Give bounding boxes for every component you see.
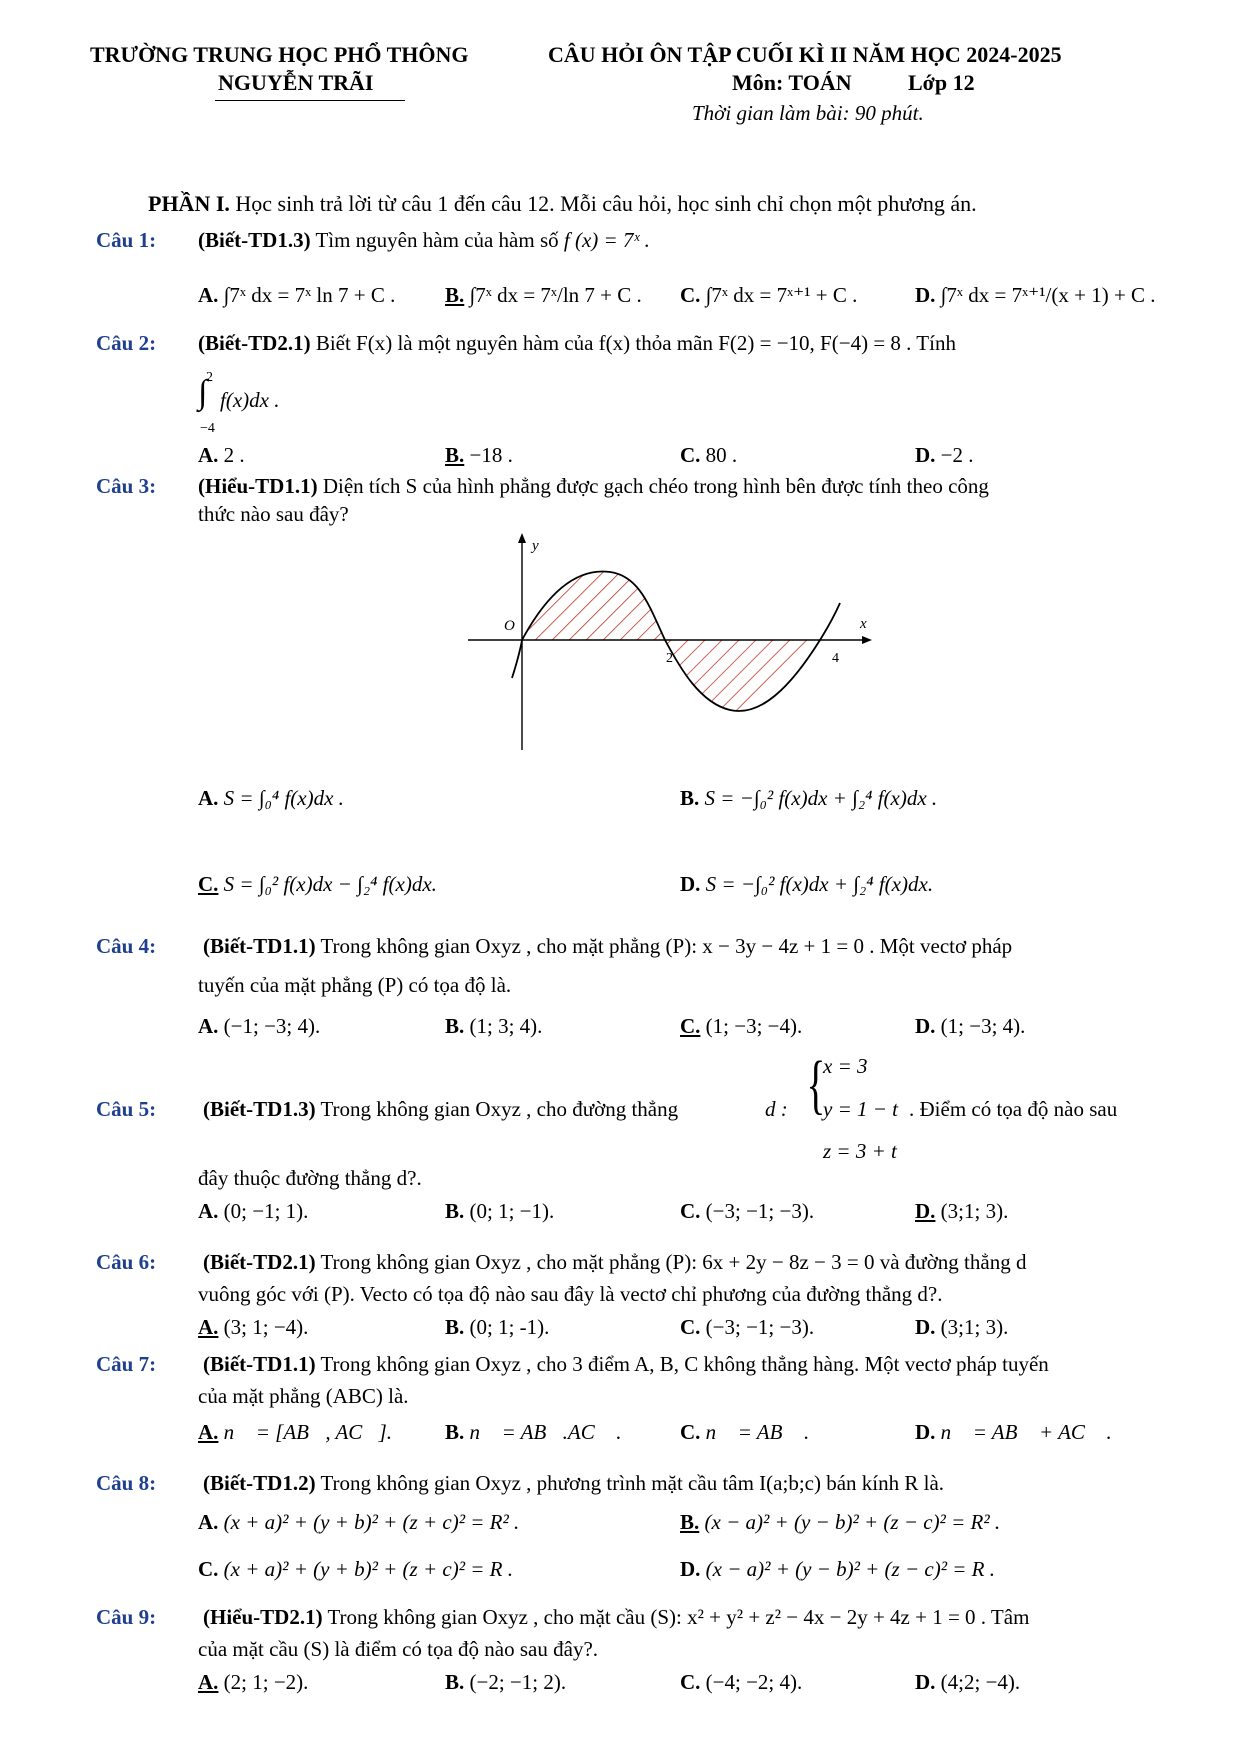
question-number: Câu 7: — [96, 1352, 157, 1376]
option-d[interactable]: D. (1; −3; 4). — [915, 1014, 1026, 1038]
question-stem — [203, 934, 1012, 959]
question-number: Câu 1: — [96, 228, 157, 252]
option-c[interactable]: C. (x + a)² + (y + b)² + (z + c)² = R . — [198, 1557, 514, 1581]
question-number: Câu 8: — [96, 1471, 157, 1495]
shaded-area-graph — [460, 528, 880, 756]
question-number: Câu 2: — [96, 331, 157, 355]
question-stem — [203, 1250, 1026, 1275]
question-stem — [203, 1471, 944, 1496]
option-d[interactable]: D. −2 . — [915, 443, 974, 467]
question-stem — [203, 1352, 1049, 1377]
option-b[interactable]: B. −18 . — [445, 443, 513, 467]
question-text: Trong không gian Oxyz , cho 3 điểm A, B, C không thẳng hàng. Một vectơ pháp tuyến — [320, 1352, 1049, 1376]
duration: Thời gian làm bài: 90 phút. — [692, 101, 924, 125]
x-axis-label: x — [860, 616, 867, 632]
option-a[interactable]: A. (0; −1; 1). — [198, 1199, 309, 1223]
option-b[interactable]: B. ∫7ˣ dx = 7ˣ/ln 7 + C . — [445, 283, 642, 307]
option-a[interactable]: A. (2; 1; −2). — [198, 1670, 309, 1694]
question-stem — [198, 331, 956, 356]
option-b[interactable]: B. (−2; −1; 2). — [445, 1670, 567, 1694]
hatched-region-2-4 — [665, 640, 820, 711]
question-text-cont: của mặt cầu (S) là điểm có tọa độ nào sau đây?. — [198, 1637, 599, 1661]
integral-body: f(x)dx . — [220, 388, 280, 412]
question-stem — [198, 474, 989, 499]
school-name-line1: TRƯỜNG TRUNG HỌC PHỔ THÔNG — [90, 42, 469, 67]
question-number: Câu 5: — [96, 1097, 157, 1121]
option-a[interactable]: A. 2 . — [198, 443, 245, 467]
option-c[interactable]: C. S = ∫₀² f(x)dx − ∫₂⁴ f(x)dx. — [198, 872, 437, 896]
option-c[interactable]: C. 80 . — [680, 443, 738, 467]
line-name: d : — [765, 1097, 788, 1121]
question-tag: (Hiểu-TD2.1) — [203, 1605, 323, 1629]
option-b[interactable]: B. (1; 3; 4). — [445, 1014, 543, 1038]
question-tag: (Biết-TD1.1) — [203, 1352, 316, 1376]
x-axis-arrow — [862, 636, 872, 644]
question-text-cont: tuyến của mặt phẳng (P) có tọa độ là. — [198, 973, 512, 997]
question-tag: (Biết-TD1.3) — [203, 1097, 316, 1121]
question-text-cont: thức nào sau đây? — [198, 502, 349, 526]
tick-label-4: 4 — [832, 651, 839, 666]
y-axis-label: y — [532, 538, 539, 554]
y-axis-arrow — [518, 533, 526, 543]
option-d[interactable]: D. (x − a)² + (y − b)² + (z − c)² = R . — [680, 1557, 996, 1581]
option-b[interactable]: B. (0; 1; −1). — [445, 1199, 555, 1223]
origin-label: O — [504, 618, 515, 634]
option-a[interactable]: A. (x + a)² + (y + b)² + (z + c)² = R² . — [198, 1510, 520, 1534]
system-eq-1: x = 3 — [823, 1054, 868, 1078]
question-tag: (Biết-TD1.2) — [203, 1471, 316, 1495]
header-underline — [215, 100, 405, 101]
system-brace: { — [806, 1048, 826, 1121]
question-tag: (Biết-TD1.1) — [203, 934, 316, 958]
option-d[interactable]: D. ∫7ˣ dx = 7ˣ⁺¹/(x + 1) + C . — [915, 283, 1156, 307]
option-d[interactable]: D. (3;1; 3). — [915, 1199, 1009, 1223]
question-tag: (Hiểu-TD1.1) — [198, 474, 318, 498]
system-eq-3: z = 3 + t — [823, 1139, 897, 1163]
school-name-line2: NGUYỄN TRÃI — [218, 70, 374, 95]
question-text: Trong không gian Oxyz , cho đường thẳng — [320, 1097, 679, 1121]
option-c[interactable]: C. n⃗ = AB⃗ . — [680, 1420, 810, 1444]
question-number: Câu 9: — [96, 1605, 157, 1629]
option-a[interactable]: A. (−1; −3; 4). — [198, 1014, 321, 1038]
option-d[interactable]: D. n⃗ = AB⃗ + AC⃗ . — [915, 1420, 1112, 1444]
question-tag: (Biết-TD1.3) — [198, 228, 311, 252]
subject: Môn: TOÁN — [732, 70, 852, 95]
question-text: Diện tích S của hình phẳng được gạch chéo trong hình bên được tính theo công — [322, 474, 989, 498]
option-b[interactable]: B. (x − a)² + (y − b)² + (z − c)² = R² . — [680, 1510, 1001, 1534]
option-c[interactable]: C. ∫7ˣ dx = 7ˣ⁺¹ + C . — [680, 283, 858, 307]
option-b[interactable]: B. n⃗ = AB⃗.AC⃗ . — [445, 1420, 622, 1444]
option-c[interactable]: C. (−4; −2; 4). — [680, 1670, 803, 1694]
option-a[interactable]: A. n⃗ = [AB⃗, AC⃗]. — [198, 1420, 393, 1444]
option-d[interactable]: D. (3;1; 3). — [915, 1315, 1009, 1339]
option-b[interactable]: B. S = −∫₀² f(x)dx + ∫₂⁴ f(x)dx . — [680, 786, 938, 810]
question-tag: (Biết-TD2.1) — [203, 1250, 316, 1274]
question-number: Câu 6: — [96, 1250, 157, 1274]
integral-sign: ∫ — [198, 374, 208, 411]
question-stem — [198, 228, 650, 253]
grade: Lớp 12 — [908, 70, 975, 95]
integral-lower-limit: −4 — [200, 421, 215, 436]
exam-title: CÂU HỎI ÔN TẬP CUỐI KÌ II NĂM HỌC 2024-2025 — [548, 42, 1062, 67]
option-b[interactable]: B. (0; 1; -1). — [445, 1315, 550, 1339]
question-text-cont: của mặt phẳng (ABC) là. — [198, 1384, 409, 1408]
question-text: Tìm nguyên hàm của hàm số — [315, 228, 559, 252]
option-a[interactable]: A. S = ∫₀⁴ f(x)dx . — [198, 786, 344, 810]
integral-upper-limit: 2 — [206, 370, 213, 385]
question-tag: (Biết-TD2.1) — [198, 331, 311, 355]
question-text: Trong không gian Oxyz , cho mặt phẳng (P): x − 3y − 4z + 1 = 0 . Một vectơ pháp — [320, 934, 1013, 958]
question-text-cont: đây thuộc đường thẳng d?. — [198, 1166, 422, 1190]
question-text: Trong không gian Oxyz , phương trình mặt cầu tâm I(a;b;c) bán kính R là. — [320, 1471, 945, 1495]
tick-label-2: 2 — [666, 651, 673, 666]
option-d[interactable]: D. (4;2; −4). — [915, 1670, 1021, 1694]
system-eq-2: y = 1 − t — [823, 1097, 898, 1121]
question-number: Câu 3: — [96, 474, 157, 498]
option-a[interactable]: A. (3; 1; −4). — [198, 1315, 309, 1339]
question-stem — [203, 1097, 678, 1122]
question-text: Trong không gian Oxyz , cho mặt phẳng (P): 6x + 2y − 8z − 3 = 0 và đường thẳng d — [320, 1250, 1027, 1274]
question-stem — [203, 1605, 1029, 1630]
part-one-label: PHẦN I. — [148, 191, 230, 216]
option-c[interactable]: C. (−3; −1; −3). — [680, 1199, 815, 1223]
question-text: Biết F(x) là một nguyên hàm của f(x) thỏa mãn F(2) = −10, F(−4) = 8 . Tính — [315, 331, 956, 355]
question-text-after: . Điểm có tọa độ nào sau — [909, 1097, 1118, 1121]
part-one-text: Học sinh trả lời từ câu 1 đến câu 12. Mỗi câu hỏi, học sinh chỉ chọn một phương án. — [235, 191, 977, 216]
question-number: Câu 4: — [96, 934, 157, 958]
option-d[interactable]: D. S = −∫₀² f(x)dx + ∫₂⁴ f(x)dx. — [680, 872, 934, 896]
part-one-instruction — [148, 191, 977, 217]
option-c[interactable]: C. (1; −3; −4). — [680, 1014, 803, 1038]
option-c[interactable]: C. (−3; −1; −3). — [680, 1315, 815, 1339]
question-text-cont: vuông góc với (P). Vecto có tọa độ nào sau đây là vectơ chỉ phương của đường thẳng d?. — [198, 1282, 943, 1306]
question-formula: f (x) = 7ˣ . — [563, 228, 650, 252]
option-a[interactable]: A. ∫7ˣ dx = 7ˣ ln 7 + C . — [198, 283, 396, 307]
question-text: Trong không gian Oxyz , cho mặt cầu (S): x² + y² + z² − 4x − 2y + 4z + 1 = 0 . Tâm — [327, 1605, 1030, 1629]
